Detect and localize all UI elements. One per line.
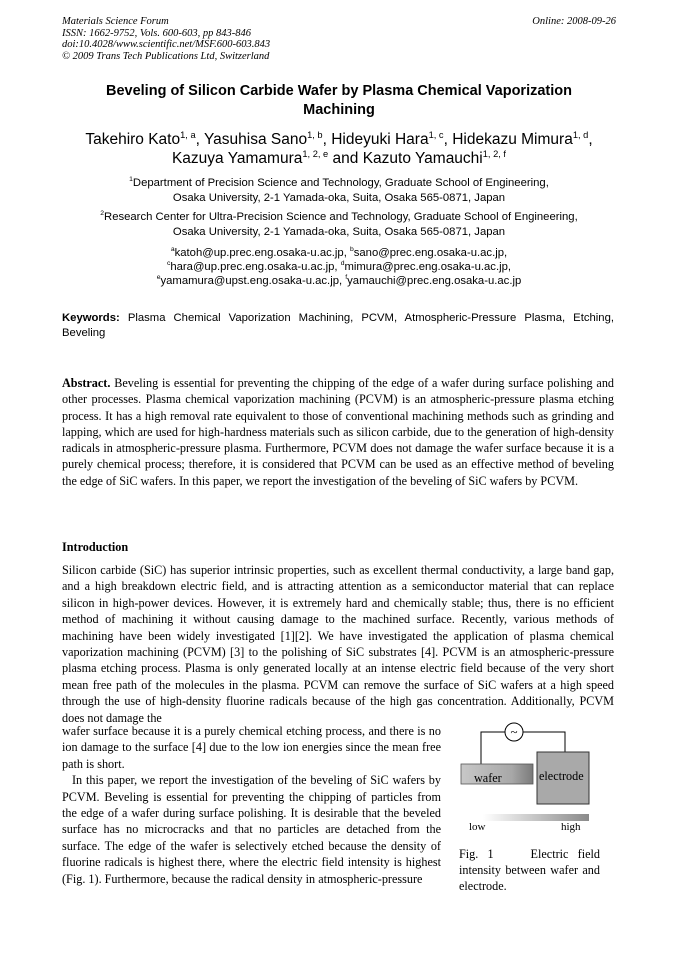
issn-line: ISSN: 1662-9752, Vols. 600-603, pp 843-846 (62, 27, 251, 39)
affiliation-1 (62, 176, 616, 206)
affiliation-text: Research Center for Ultra-Precision Science and Technology, Graduate School of Engineering, (104, 211, 578, 223)
email-sup: e (156, 274, 161, 282)
author-emails (62, 246, 616, 288)
author-sup: 1, a (180, 129, 196, 140)
online-date: Online: 2008-09-26 (532, 16, 616, 27)
introduction-paragraph-1: Silicon carbide (SiC) has superior intrinsic properties, such as excellent thermal conductivity, a large band gap, and a high breakdown electric field, and is attracting attention as a semiconductor material that can replace silicon in high-power devices. However, it is extremely hard and chemically stable; thus, there is no efficient method of machining it without causing damage to the machined surface. Recently, various methods of machining have been widely investigated [1][2]. We have investigated the application of plasma chemical vaporization machining (PCVM) [3] to the polishing of SiC substrates [4]. PCVM is an atmospheric-pressure plasma etching process. Plasma is only generated locally at an intense electric field because of the very short mean free path of the molecules in the plasma. PCVM can remove the surface of SiC wafers at a high speed through the use of high-density fluorine radicals because of the high gas concentration. Additionally, PCVM does not damage the (62, 563, 614, 725)
affiliation-2-line-1 (62, 210, 616, 225)
ac-source-symbol: ~ (510, 724, 518, 739)
keywords-label: Keywords: (62, 312, 120, 324)
author-list (62, 130, 616, 168)
figure-1 (455, 718, 620, 898)
author-sup: 1, b (307, 129, 323, 140)
introduction-paragraph-1-cont: wafer surface because it is a purely chemical etching process, and there is no ion damage to the surface [4] due to the low ion energies since the mean free path is short. (62, 724, 441, 771)
abstract-label: Abstract. (62, 376, 111, 390)
electrode-label: electrode (539, 769, 584, 783)
introduction-heading: Introduction (62, 540, 129, 554)
email-line-1: $^a$katoh@up.prec.eng.osaka-u.ac.jp, $^b$sano@prec.eng.osaka-u.ac.jp, (170, 246, 508, 259)
email-link[interactable]: yamamura@upst.eng.osaka-u.ac.jp (160, 275, 339, 287)
doi-line: doi:10.4028/www.scientific.net/MSF.600-603.843 (62, 39, 271, 50)
keywords-text: Plasma Chemical Vaporization Machining, PCVM, Atmospheric-Pressure Plasma, Etching, Beveling (62, 312, 614, 339)
circuit-wire-right (523, 732, 565, 752)
author-name: Hidekazu Mimura (452, 131, 573, 148)
author-sep: , (588, 131, 593, 148)
author-name: Kazuya Yamamura (171, 150, 303, 167)
author-sep: and (328, 150, 363, 167)
affiliation-2 (62, 210, 616, 240)
introduction-column (62, 723, 441, 887)
title-line-1: Beveling of Silicon Carbide Wafer by Plasma Chemical Vaporization (105, 83, 572, 99)
email-sup: d (340, 260, 345, 268)
abstract-section (62, 375, 614, 489)
keywords-section (62, 311, 614, 341)
affiliation-sup: 2 (100, 210, 105, 218)
email-line-2: $^c$hara@up.prec.eng.osaka-u.ac.jp, $^d$mimura@prec.eng.osaka-u.ac.jp, (166, 260, 512, 273)
email-line-3: $^e$yamamura@upst.eng.osaka-u.ac.jp, $^f$yamauchi@prec.eng.osaka-u.ac.jp (156, 274, 522, 287)
author-sep: , (443, 131, 453, 148)
affiliation-1-line-1 (62, 176, 616, 191)
author-sep: , (195, 131, 204, 148)
author-sup: 1, 2, e (302, 148, 329, 159)
affiliation-1-line-2: Osaka University, 2-1 Yamada-oka, Suita, Osaka 565-0871, Japan (172, 192, 506, 204)
title-line-2: Machining (303, 102, 375, 118)
author-sup: 1, d (572, 129, 589, 140)
author-name: Kazuto Yamauchi (362, 150, 483, 167)
email-link[interactable]: yamauchi@prec.eng.osaka-u.ac.jp (347, 275, 522, 287)
affiliation-text: Department of Precision Science and Technology, Graduate School of Engineering, (132, 177, 549, 189)
email-link[interactable]: sano@prec.eng.osaka-u.ac.jp (353, 247, 505, 259)
author-sup: 1, 2, f (482, 148, 507, 159)
author-sep: , (322, 131, 332, 148)
circuit-wire-left (481, 732, 505, 764)
affiliation-2-line-2: Osaka University, 2-1 Yamada-oka, Suita, Osaka 565-0871, Japan (172, 226, 506, 238)
introduction-paragraph-2: In this paper, we report the investigation of the beveling of SiC wafers by PCVM. Beveling is essential for preventing the chipping of particles from the edge of a wafer during surface polishing. It is desirable that the beveled surface has no microcracks and that no particles are detached from the surface. The edge of the wafer is selectively etched because the density of fluorine radicals is highest there, where the electric field intensity is highest (Fig. 1). Furthermore, because the radical density in atmospheric-pressure (62, 773, 441, 886)
author-name: Takehiro Kato (85, 131, 181, 148)
email-link[interactable]: katoh@up.prec.eng.osaka-u.ac.jp (174, 247, 344, 259)
email-sup: a (170, 246, 175, 254)
author-line-1 (62, 130, 616, 149)
email-link[interactable]: mimura@prec.eng.osaka-u.ac.jp (344, 261, 508, 273)
affiliation-sup: 1 (129, 176, 133, 184)
author-sup: 1, c (428, 129, 444, 140)
email-sup: b (349, 246, 354, 254)
copyright-line: © 2009 Trans Tech Publications Ltd, Switzerland (62, 50, 270, 62)
journal-name: Materials Science Forum (62, 16, 169, 27)
intensity-high-label: high (561, 821, 581, 833)
author-name: Hideyuki Hara (331, 131, 429, 148)
wafer-label: wafer (474, 771, 502, 785)
abstract-text: Beveling is essential for preventing the chipping of the edge of a wafer during surface polishing and other processes. Plasma chemical vaporization machining (PCVM) is an atmospheric-pressure plasma etching process. It has a high removal rate equivalent to those of conventional machining methods such as grinding and lapping, which are used for high-hardness materials such as silicon carbide, due to the generation of high-density radicals in atmospheric-pressure plasma. Furthermore, PCVM does not damage the wafer surface because it is a purely chemical process; therefore, it is considered that PCVM can be used as an effective method of beveling the edge of SiC wafers. In this paper, we report the investigation of the beveling of SiC wafers by PCVM. (62, 376, 615, 488)
paper-title (62, 82, 616, 120)
author-line-2 (62, 149, 616, 168)
email-sup: f (345, 274, 348, 282)
email-sup: c (166, 260, 171, 268)
figure-1-caption: Fig. 1 Electric field intensity between wafer and electrode. (459, 847, 604, 893)
intensity-low-label: low (469, 821, 486, 833)
intensity-gradient-bar (483, 814, 589, 821)
email-link[interactable]: hara@up.prec.eng.osaka-u.ac.jp (170, 261, 335, 273)
journal-metadata (62, 16, 270, 62)
author-name: Yasuhisa Sano (203, 131, 308, 148)
